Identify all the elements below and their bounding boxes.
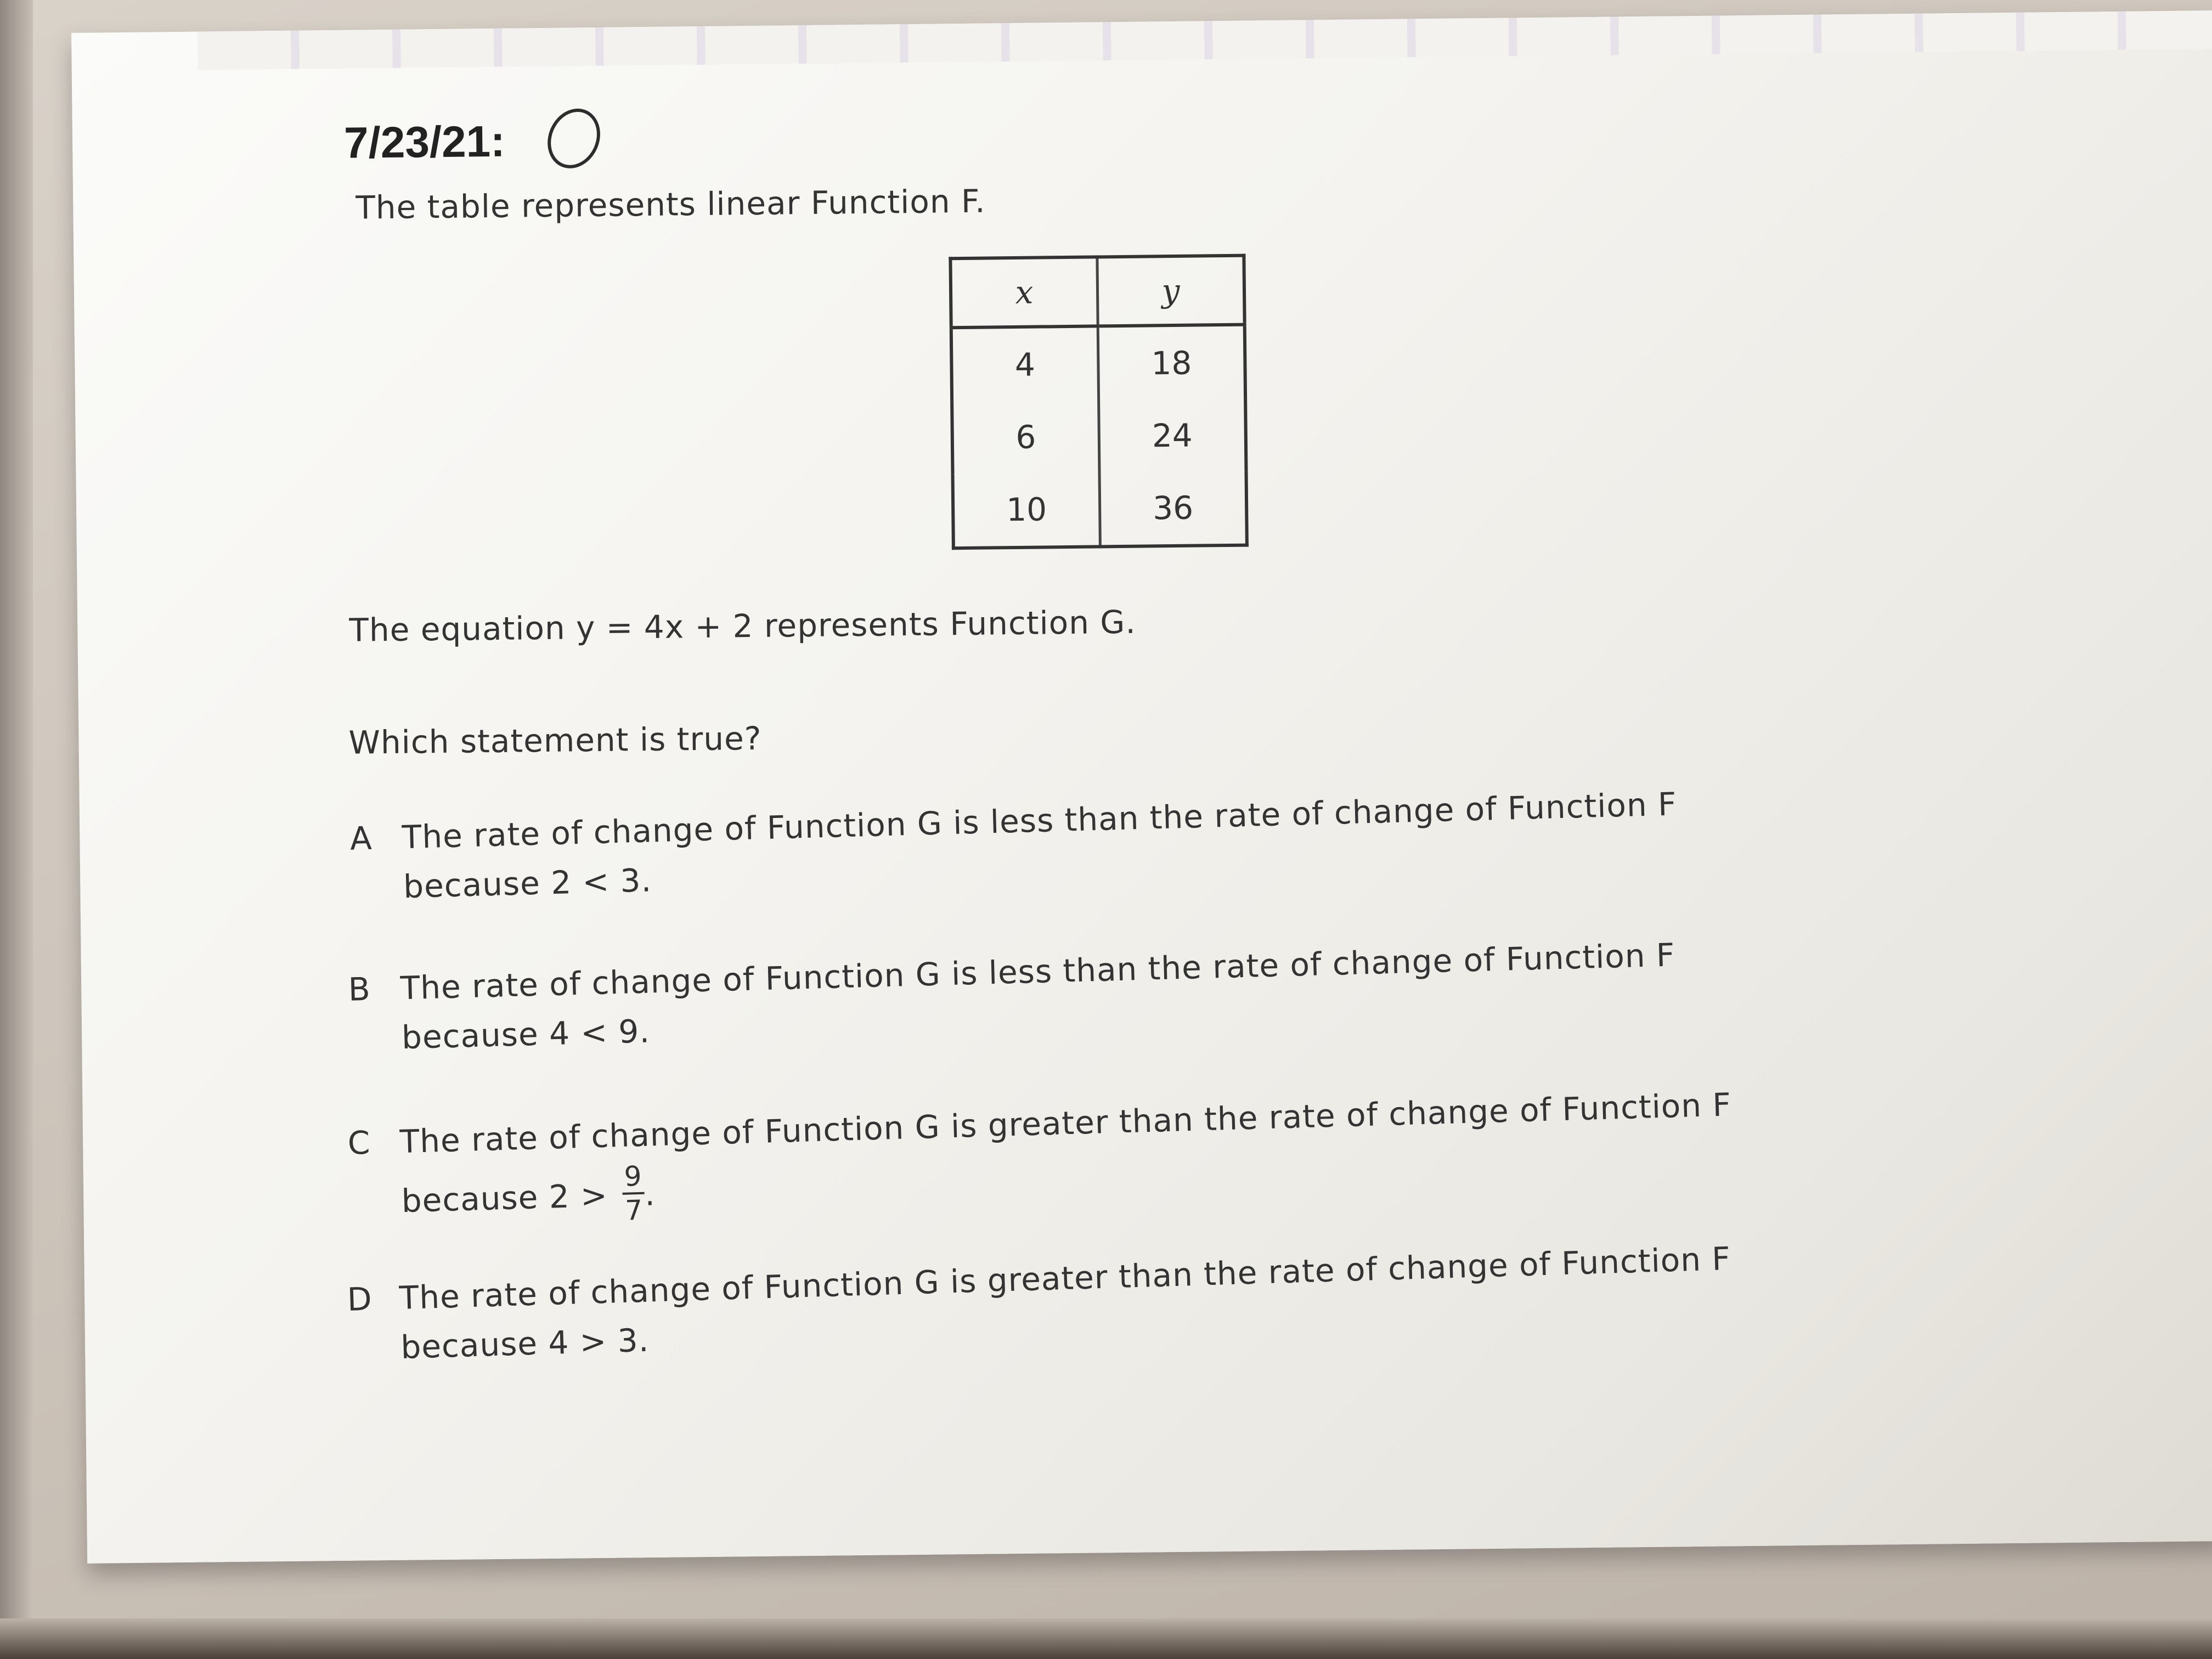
fraction-denominator: 7: [624, 1194, 644, 1227]
table-cell-x: 10: [953, 472, 1101, 548]
option-letter: C: [347, 1124, 371, 1162]
option-text-line2-start: because 2 >: [400, 1176, 608, 1220]
worksheet-page: [71, 10, 2212, 1564]
table-cell-x: 4: [951, 326, 1099, 402]
option-text-line2: because 4 > 3.: [400, 1321, 650, 1366]
option-text-line1: The rate of change of Function G is less than the rate of change of Function F: [402, 785, 1678, 856]
table-row: [953, 471, 1247, 549]
option-letter: B: [347, 970, 371, 1008]
option-text-line1: The rate of change of Function G is greater than the rate of change of Function F: [399, 1086, 1732, 1161]
option-text-line2: [400, 1160, 656, 1234]
equation-text: The equation y = 4x + 2 represents Function G.: [349, 603, 1137, 649]
bottom-shadow: [0, 1618, 2212, 1659]
option-text-line1: The rate of change of Function G is greater than the rate of change of Function F: [398, 1240, 1731, 1317]
handwritten-circle-mark: [538, 100, 610, 177]
question-text: Which statement is true?: [348, 719, 762, 761]
fraction: [622, 1160, 645, 1227]
table-row: [952, 399, 1246, 475]
table-row: [951, 325, 1245, 402]
table-cell-y: 24: [1099, 399, 1246, 473]
table-header-row: [950, 256, 1244, 328]
table-cell-x: 6: [952, 400, 1099, 474]
option-text-line1: The rate of change of Function G is less than the rate of change of Function F: [399, 936, 1676, 1007]
option-letter: A: [349, 819, 373, 857]
option-text-line2-end: .: [644, 1175, 656, 1213]
function-f-table: [949, 254, 1249, 550]
table-header-y: y: [1097, 256, 1245, 326]
intro-text: The table represents linear Function F.: [356, 182, 986, 227]
option-text-line2: because 4 < 9.: [401, 1012, 651, 1057]
left-edge-shadow: [0, 0, 33, 1659]
option-letter: D: [346, 1280, 373, 1318]
option-text-line2: because 2 < 3.: [403, 861, 652, 906]
fraction-numerator: 9: [623, 1160, 643, 1193]
table-cell-y: 18: [1098, 325, 1245, 400]
table-header-x: x: [950, 257, 1098, 328]
date-label: 7/23/21:: [343, 116, 506, 167]
table-cell-y: 36: [1099, 471, 1247, 547]
